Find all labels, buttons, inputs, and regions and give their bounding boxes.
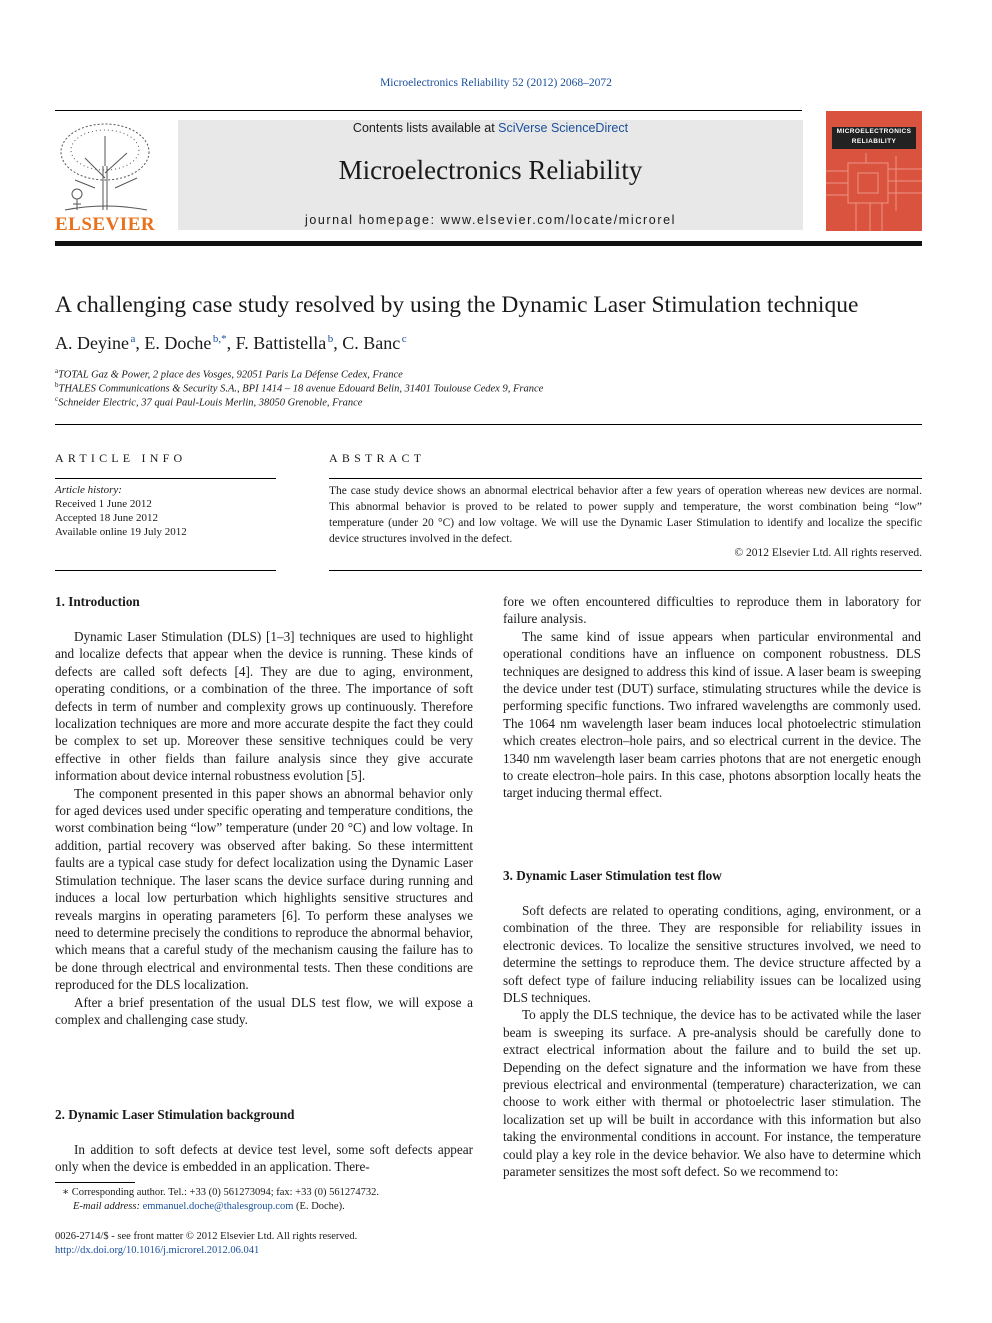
affiliation-marker: c [55,395,59,403]
author-name: F. Battistella [235,333,327,353]
paragraph: To apply the DLS technique, the device has to be activated while the laser beam is sweeping its surface. A pre-analysis should be carefully done to extract electrical information about the failure and to build the set up. Depending on the defect signature and the information we have from these previous electrical and environmental (temperature) characterization, we can choose to work either with thermal or photoelectric laser stimulation. The localization set up will be built in accordance with this information but also taking the environmental conditions in account. For instance, the temperature could play a key role in the device behavior. We also have to determine which parameter sensitizes the most soft defect. So we recommend to: [503,1007,921,1180]
affiliation-b [55,381,543,395]
affiliation-marker: a [55,367,59,375]
abstract-heading: ABSTRACT [329,451,426,465]
email-note [73,1201,345,1212]
paragraph: Soft defects are related to operating conditions, aging, environment, or a combination of the three. They are responsible for reliability issues in electronic devices. To localize the sensitive structures involved, we need to determine the settings to reproduce them. The device structure affected by a soft defect type of failure inducing reliability issues can be localized using DLS techniques. [503,903,921,1006]
email-suffix: (E. Doche). [293,1201,345,1212]
article-info-heading: ARTICLE INFO [55,451,187,465]
affiliation-text: TOTAL Gaz & Power, 2 place des Vosges, 92051 Paris La Défense Cedex, France [58,369,403,381]
author-name: E. Doche [144,333,212,353]
article-title: A challenging case study resolved by using the Dynamic Laser Stimulation technique [55,292,859,318]
corresponding-author-note: ∗ Corresponding author. Tel.: +33 (0) 561273094; fax: +33 (0) 561274732. [62,1187,379,1198]
history-online: Available online 19 July 2012 [55,526,187,538]
author-separator: , [226,333,236,353]
abstract-bottom-rule [329,570,922,571]
abstract-copyright: © 2012 Elsevier Ltd. All rights reserved. [734,547,922,559]
article-info-rule [55,478,276,479]
contents-line [178,121,803,135]
cover-circuit-icon [826,111,922,231]
author-list [55,333,407,354]
section-3-heading: 3. Dynamic Laser Stimulation test flow [503,868,722,883]
issn-note: 0026-2714/$ - see front matter © 2012 Elsevier Ltd. All rights reserved. [55,1231,358,1242]
paragraph: In addition to soft defects at device test level, some soft defects appear only when the device is embedded in an application. There- [55,1142,473,1175]
elsevier-logo[interactable] [55,118,155,236]
elsevier-tree-icon [55,118,155,214]
history-label: Article history: [55,484,122,496]
journal-cover-image[interactable] [826,111,922,231]
paragraph: Dynamic Laser Stimulation (DLS) [1–3] techniques are used to highlight and localize defects that appear when the device is running. These kinds of defects are called soft defects [4]. They are due to aging, environment, operating conditions, or a combination of the three. The importance of soft defects in term of number and complexity grows up continuously. Therefore localization techniques are more and more accurate despite the fact they could be complex to set up. Moreover these sensitive techniques could be very effective in other fields than failure analysis since they give accurate information about device internal robustness evolution [5]. [55,629,473,784]
author-affiliation-marker[interactable]: b,* [212,333,227,345]
email-link[interactable]: emmanuel.doche@thalesgroup.com [142,1201,294,1212]
homepage-prefix: journal homepage: [304,213,441,227]
affiliation-c [55,395,362,409]
author-affiliation-marker[interactable]: a [130,333,136,345]
affiliation-rule [55,424,922,425]
email-label: E-mail address: [73,1201,143,1212]
author-separator: , [333,333,343,353]
journal-title: Microelectronics Reliability [338,155,643,185]
section-1-heading: 1. Introduction [55,594,140,609]
history-accepted: Accepted 18 June 2012 [55,512,158,524]
paragraph: fore we often encountered difficulties to reproduce them in laboratory for failure analysis. [503,594,921,627]
abstract-rule [329,478,922,479]
author-name: C. Banc [342,333,401,353]
affiliation-a [55,367,403,381]
elsevier-wordmark: ELSEVIER [55,214,156,235]
affiliation-marker: b [55,381,59,389]
header-rule [55,110,802,111]
footnote-rule [55,1182,135,1183]
history-received: Received 1 June 2012 [55,498,152,510]
affiliation-text: THALES Communications & Security S.A., BPI 1414 – 18 avenue Edouard Belin, 31401 Toulouse Cedex 9, France [58,383,544,395]
homepage-link[interactable]: www.elsevier.com/locate/microrel [440,213,677,227]
sciencedirect-link[interactable]: SciVerse ScienceDirect [498,121,629,135]
paragraph: The component presented in this paper shows an abnormal behavior only for aged devices used under specific operating and temperature conditions, the worst combination being “low” temperature (under 20 °C) and low voltage. In addition, partial recovery was observed after baking. So these intermittent faults are a typical case study for defect localization using the Dynamic Laser Stimulation technique. The laser scans the device surface during running and induces a local low perturbation which highlights sensitive structures and reveals margins in operating parameters [6]. To perform these analyses we need to determine precisely the conditions to reproduce the abnormal behavior, which means that a careful study of the mechanism causing the failure has to be done through electrical and environmental tests. Then these conditions are reproduced for the DLS localization. [55,785,473,993]
section-2-body-right [503,593,921,802]
author-affiliation-marker[interactable]: c [401,333,407,345]
paragraph: The same kind of issue appears when particular environmental and operational conditions have an influence on component robustness. DLS techniques are designed to address this kind of issue. A laser beam is sweeping the device under test (DUT) surface, stimulating structures while the device is performing specific functions. Two infrared wavelengths are commonly used. The 1064 nm wavelength laser beam induces local photoelectric stimulation which creates electron–hole pairs, and so electrical current in the device. The 1340 nm wavelength laser beam carries photons that are not energetic enough to create electron–hole pairs. In this case, photons absorption locally heats the target inducing thermal effect. [503,628,921,801]
cover-title: MICROELECTRONICS RELIABILITY [832,127,916,149]
section-2-heading: 2. Dynamic Laser Stimulation background [55,1107,295,1122]
doi-link[interactable]: http://dx.doi.org/10.1016/j.microrel.2012.06.041 [55,1245,260,1256]
author-name: A. Deyine [55,333,129,353]
homepage-line [178,213,803,227]
section-1-body [55,628,473,1028]
author-affiliation-marker[interactable]: b [327,333,334,345]
article-info-bottom-rule [55,570,276,571]
author-separator: , [135,333,145,353]
abstract-text: The case study device shows an abnormal electrical behavior after a few years of operation whereas new devices are normal. This abnormal behavior is proved to be related to power supply and temperature, the worst combination being “low” temperature (under 20 °C) and low voltage. We will use the Dynamic Laser Stimulation to identify and localize the specific device structures involved in the defect. [329,485,922,545]
article-history [55,483,276,539]
header-thick-rule [55,241,922,246]
section-2-body-left [55,1141,473,1176]
journal-citation[interactable]: Microelectronics Reliability 52 (2012) 2068–2072 [380,77,612,89]
paragraph: After a brief presentation of the usual DLS test flow, we will expose a complex and challenging case study. [55,994,473,1027]
affiliation-text: Schneider Electric, 37 quai Paul-Louis Merlin, 38050 Grenoble, France [58,397,363,409]
section-3-body [503,902,921,1181]
contents-prefix: Contents lists available at [352,121,499,135]
